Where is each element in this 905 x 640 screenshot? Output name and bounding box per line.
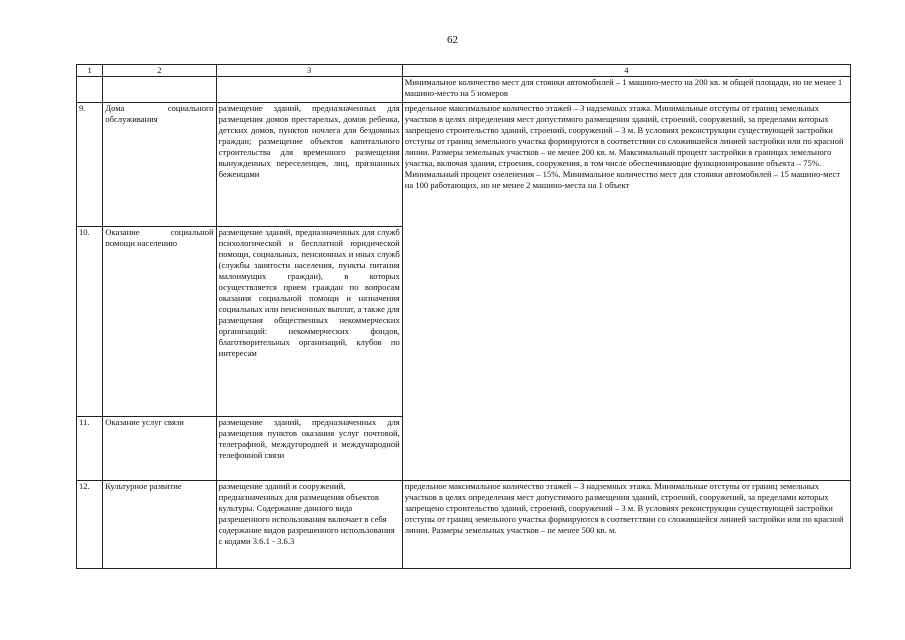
use-parameters: предельное максимальное количество этажей – 3 надземных этажа. Минимальные отступы от границ земельных участков в целях определения мест допустимого размещения зданий, строений, сооружений, за пределами которых запрещено строительство зданий, строений, сооружений – 3 м. В условиях реконструкции существующей застройки отступы от границ земельного участка формируются в соответствии со сложившейся линией застройки или по красной линии. Размеры земельных участков – не менее 200 кв. м. Максимальный процент застройки в границах земельного участка, включая здания, строения, сооружения, в том числе обеспечивающие функционирование объекта – 75%. Минимальный процент озеленения – 15%. Минимальное количество мест для стоянки автомобилей – 15 машино-мест на 100 работающих, но не менее 2 машино-места на 1 объект bbox=[402, 103, 850, 481]
table-row bbox=[77, 103, 851, 227]
row-number bbox=[77, 77, 103, 103]
zoning-table bbox=[76, 64, 851, 569]
use-name: Оказание социальной помощи населению bbox=[103, 227, 216, 417]
use-parameters: предельное максимальное количество этажей – 3 надземных этажа. Минимальные отступы от границ земельных участков в целях определения мест допустимого размещения зданий, строений, сооружений, за пределами которых запрещено строительство зданий, строений, сооружений – 3 м. В условиях реконструкции существующей застройки отступы от границ земельного участка формируются в соответствии со сложившейся линией застройки или по красной линии. Размеры земельных участков – не менее 500 кв. м. bbox=[402, 481, 850, 569]
use-description: размещение зданий, предназначенных для служб психологической и бесплатной юридической помощи, социальных, пенсионных и иных служб (службы занятости населения, пункты питания малоимущих граждан), в которых осуществляется прием граждан по вопросам оказания социальной помощи и назначения социальных или пенсионных выплат, а также для размещения общественных некоммерческих организаций: некоммерческих фондов, благотворительных организаций, клубов по интересам bbox=[216, 227, 402, 417]
use-name: Оказание услуг связи bbox=[103, 417, 216, 481]
row-number: 9. bbox=[77, 103, 103, 227]
row-number: 12. bbox=[77, 481, 103, 569]
header-cell-2: 2 bbox=[103, 65, 216, 77]
use-name: Дома социального обслуживания bbox=[103, 103, 216, 227]
header-cell-4: 4 bbox=[402, 65, 850, 77]
page-number: 62 bbox=[447, 34, 458, 46]
table-row bbox=[77, 77, 851, 103]
row-number: 11. bbox=[77, 417, 103, 481]
use-parameters: Минимальное количество мест для стоянки автомобилей – 1 машино-место на 200 кв. м общей площади, но не менее 1 машино-место на 5 номеров bbox=[402, 77, 850, 103]
use-description: размещение зданий, предназначенных для размещения домов престарелых, домов ребенка, детских домов, пунктов ночлега для бездомных граждан; размещение объектов капитального строительства для временного размещения вынужденных переселенцев, лиц, признанных беженцами bbox=[216, 103, 402, 227]
use-description: размещение зданий и сооружений, предназначенных для размещения объектов культуры. Содержание данного вида разрешенного использования включает в себя содержание видов разрешенного использования с кодами 3.6.1 - 3.6.3 bbox=[216, 481, 402, 569]
use-description bbox=[216, 77, 402, 103]
table-header-row bbox=[77, 65, 851, 77]
header-cell-3: 3 bbox=[216, 65, 402, 77]
header-cell-1: 1 bbox=[77, 65, 103, 77]
use-name bbox=[103, 77, 216, 103]
use-description: размещение зданий, предназначенных для размещения пунктов оказания услуг почтовой, телеграфной, междугородней и международной телефонной связи bbox=[216, 417, 402, 481]
row-number: 10. bbox=[77, 227, 103, 417]
table-row bbox=[77, 481, 851, 569]
use-name: Культурное развитие bbox=[103, 481, 216, 569]
